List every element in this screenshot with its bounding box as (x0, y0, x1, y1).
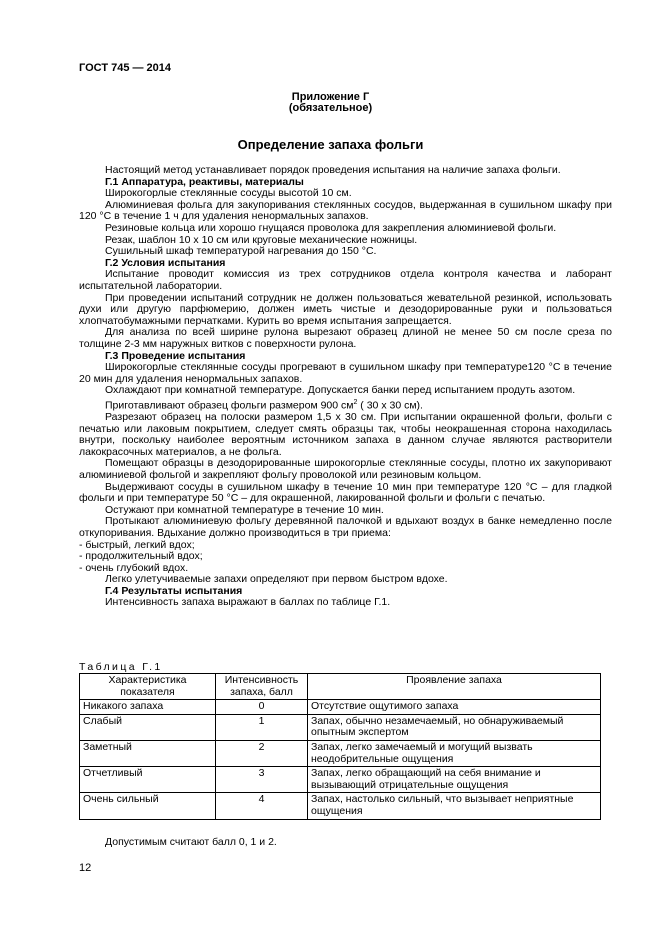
paragraph: Легко улетучиваемые запахи определяют при первом быстром вдохе. (105, 573, 448, 586)
paragraph: Интенсивность запаха выражают в баллах по таблице Г.1. (105, 596, 391, 609)
table-row (80, 700, 601, 715)
paragraph: Широкогорлые стеклянные сосуды прогревают в сушильном шкафу при температуре120 °C в течение 20 мин для удаления ненормальных запахов. (79, 361, 612, 385)
sample-size-text-end: ( 30 х 30 см). (357, 399, 423, 412)
table-cell: Очень сильный (80, 793, 216, 819)
column-header: Интенсивность запаха, балл (216, 674, 308, 700)
table-cell: Запах, легко обращающий на себя внимание и вызывающий отрицательные ощущения (308, 767, 601, 793)
document-code: ГОСТ 745 — 2014 (79, 62, 172, 74)
paragraph: При проведении испытаний сотрудник не должен пользоваться жевательной резинкой, использовать духи или другую парфюмерию, должен иметь чистые и дезодорированные руки и пользоваться хлопчатобумажными перчатками. Курить во время испытания запрещается. (79, 291, 612, 327)
paragraph: Остужают при комнатной температуре в течение 10 мин. (105, 503, 384, 516)
acceptable-score-note: Допустимым считают балл 0, 1 и 2. (105, 836, 277, 848)
paragraph: Резиновые кольца или хорошо гнущаяся проволока для закрепления алюминиевой фольги. (105, 221, 557, 234)
page-number: 12 (79, 862, 92, 874)
list-item: - очень глубокий вдох. (79, 561, 189, 574)
table-cell: Запах, обычно незамечаемый, но обнаруживаемый опытным экспертом (308, 714, 601, 740)
subsection-heading-g3: Г.3 Проведение испытания (105, 349, 246, 362)
paragraph: Испытание проводит комиссия из трех сотрудников отдела контроля качества и лаборант испытательной лаборатории. (79, 268, 612, 292)
table-row (80, 740, 601, 766)
sample-size-text: Приготавливают образец фольги размером 900 см (105, 399, 354, 412)
table-cell: 4 (216, 793, 308, 819)
section-title: Определение запаха фольги (237, 137, 424, 152)
paragraph: Протыкают алюминиевую фольгу деревянной палочкой и вдыхают воздух в банке немедленно после откупоривания. Вдыхание должно производиться в три приема: (79, 515, 612, 539)
table-row (80, 714, 601, 740)
table-header-row (80, 674, 601, 700)
paragraph: Широкогорлые стеклянные сосуды высотой 10 см. (105, 187, 352, 200)
paragraph: Для анализа по всей ширине рулона вырезают образец длиной не менее 50 см после среза по толщине 2-3 мм наружных витков с поверхности рулона. (79, 326, 612, 350)
table-cell: Слабый (80, 714, 216, 740)
column-header: Проявление запаха (308, 674, 601, 700)
odor-intensity-table (79, 673, 601, 820)
table-cell: Отсутствие ощутимого запаха (308, 700, 601, 715)
paragraph: Охлаждают при комнатной температуре. Допускается банки перед испытанием продуть азотом. (105, 384, 576, 397)
paragraph: Сушильный шкаф температурой нагревания до 150 °C. (105, 245, 377, 258)
superscript: 2 (353, 398, 358, 406)
paragraph: Помещают образцы в дезодорированные широкогорлые стеклянные сосуды, плотно их закупоривают алюминиевой фольгой и закрепляют фольгу проволокой или резиновым кольцом. (79, 457, 612, 481)
table-row (80, 793, 601, 819)
list-item: - быстрый, легкий вдох; (79, 538, 195, 551)
table-cell: Запах, настолько сильный, что вызывает неприятные ощущения (308, 793, 601, 819)
paragraph: Разрезают образец на полоски размером 1,5 х 30 см. При испытании окрашенной фольги, фольги с печатью или лаковым покрытием, следует смять образцы так, чтобы неокрашенная сторона находилась внутри, поскольку наиболее вероятным источником запаха в данном случае являются растворители лакокрасочных материалов, а не фольга. (79, 410, 612, 458)
table-cell: Никакого запаха (80, 700, 216, 715)
table-cell: 0 (216, 700, 308, 715)
paragraph: Выдерживают сосуды в сушильном шкафу в течение 10 мин при температуре 120 °C – для гладкой фольги и при температуре 50 °C – для окрашенной, лакированной фольги и фольги с печатью. (79, 480, 612, 505)
table-caption: Таблица Г.1 (79, 661, 163, 673)
subsection-heading-g1: Г.1 Аппаратура, реактивы, материалы (105, 175, 304, 188)
table-cell: 3 (216, 767, 308, 793)
table-cell: Отчетливый (80, 767, 216, 793)
paragraph: Резак, шаблон 10 х 10 см или круговые механические ножницы. (105, 233, 418, 246)
paragraph-sample-size (79, 397, 612, 412)
list-item: - продолжительный вдох; (79, 550, 203, 563)
appendix-status: (обязательное) (288, 102, 373, 114)
paragraph: Алюминиевая фольга для закупоривания стеклянных сосудов, выдержанная в сушильном шкафу при 120 °C в течение 1 ч для удаления ненормальных запахов. (79, 198, 612, 223)
table-cell: 2 (216, 740, 308, 766)
column-header: Характеристика показателя (80, 674, 216, 700)
document-body (79, 165, 612, 609)
table-row (80, 767, 601, 793)
table-cell: 1 (216, 714, 308, 740)
paragraph-intro: Настоящий метод устанавливает порядок проведения испытания на наличие запаха фольги. (105, 164, 561, 176)
subsection-heading-g4: Г.4 Результаты испытания (105, 584, 243, 597)
appendix-title: Приложение Г (291, 91, 370, 103)
table-cell: Заметный (80, 740, 216, 766)
table-cell: Запах, легко замечаемый и могущий вызвать неодобрительные ощущения (308, 740, 601, 766)
subsection-heading-g2: Г.2 Условия испытания (105, 256, 226, 269)
